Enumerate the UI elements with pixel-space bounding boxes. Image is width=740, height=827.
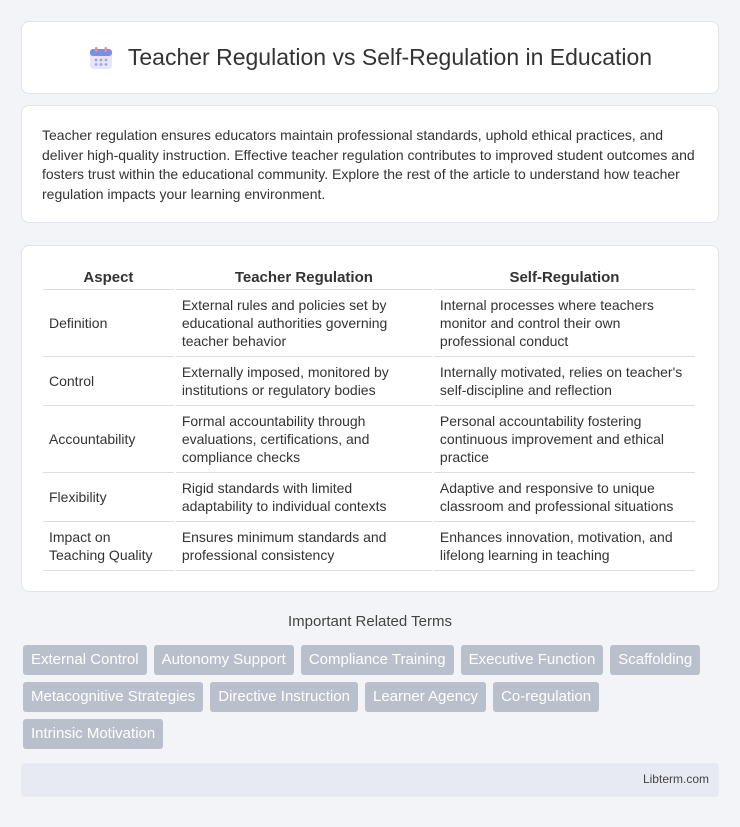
row-self-regulation: Adaptive and responsive to unique classroom and professional situations (434, 473, 695, 522)
table-row (43, 357, 695, 406)
calendar-icon (88, 45, 114, 71)
table-header-row (43, 268, 695, 290)
footer (21, 763, 719, 797)
related-term-tag[interactable]: Autonomy Support (154, 645, 294, 675)
row-aspect: Flexibility (43, 473, 174, 522)
related-terms-list (23, 645, 723, 756)
intro-text: Teacher regulation ensures educators maintain professional standards, uphold ethical practices, and deliver high-quality instruction. Effective teacher regulation contributes to improved student outcomes and fosters trust within the educational community. Explore the rest of the article to understand how teacher regulation impacts your learning environment. (42, 127, 695, 202)
related-term-tag[interactable]: Scaffolding (610, 645, 700, 675)
related-term-tag[interactable]: Compliance Training (301, 645, 454, 675)
column-header-aspect: Aspect (43, 268, 174, 290)
row-teacher-regulation: Externally imposed, monitored by institutions or regulatory bodies (176, 357, 432, 406)
related-term-tag[interactable]: Co-regulation (493, 682, 599, 712)
row-self-regulation: Internally motivated, relies on teacher's self-discipline and reflection (434, 357, 695, 406)
intro-card (21, 105, 719, 223)
row-aspect: Impact on Teaching Quality (43, 522, 174, 571)
row-self-regulation: Enhances innovation, motivation, and lifelong learning in teaching (434, 522, 695, 571)
table-row (43, 473, 695, 522)
table-row (43, 406, 695, 473)
row-self-regulation: Internal processes where teachers monitor and control their own professional conduct (434, 290, 695, 357)
related-term-tag[interactable]: Metacognitive Strategies (23, 682, 203, 712)
row-teacher-regulation: External rules and policies set by educational authorities governing teacher behavior (176, 290, 432, 357)
comparison-table-card (21, 245, 719, 592)
related-term-tag[interactable]: Intrinsic Motivation (23, 719, 163, 749)
related-terms-title: Important Related Terms (288, 613, 452, 630)
page-title: Teacher Regulation vs Self-Regulation in Education (127, 44, 653, 70)
related-term-tag[interactable]: External Control (23, 645, 147, 675)
related-term-tag[interactable]: Learner Agency (365, 682, 486, 712)
row-aspect: Definition (43, 290, 174, 357)
row-self-regulation: Personal accountability fostering continuous improvement and ethical practice (434, 406, 695, 473)
row-teacher-regulation: Formal accountability through evaluations, certifications, and compliance checks (176, 406, 432, 473)
row-aspect: Accountability (43, 406, 174, 473)
table-row (43, 522, 695, 571)
footer-brand-link[interactable]: Libterm.com (642, 772, 709, 786)
header-card (21, 21, 719, 94)
column-header-teacher-regulation: Teacher Regulation (176, 268, 432, 290)
related-term-tag[interactable]: Executive Function (461, 645, 604, 675)
related-term-tag[interactable]: Directive Instruction (210, 682, 358, 712)
row-teacher-regulation: Ensures minimum standards and professional consistency (176, 522, 432, 571)
comparison-table (41, 268, 697, 571)
column-header-self-regulation: Self-Regulation (434, 268, 695, 290)
row-teacher-regulation: Rigid standards with limited adaptability to individual contexts (176, 473, 432, 522)
table-row (43, 290, 695, 357)
row-aspect: Control (43, 357, 174, 406)
